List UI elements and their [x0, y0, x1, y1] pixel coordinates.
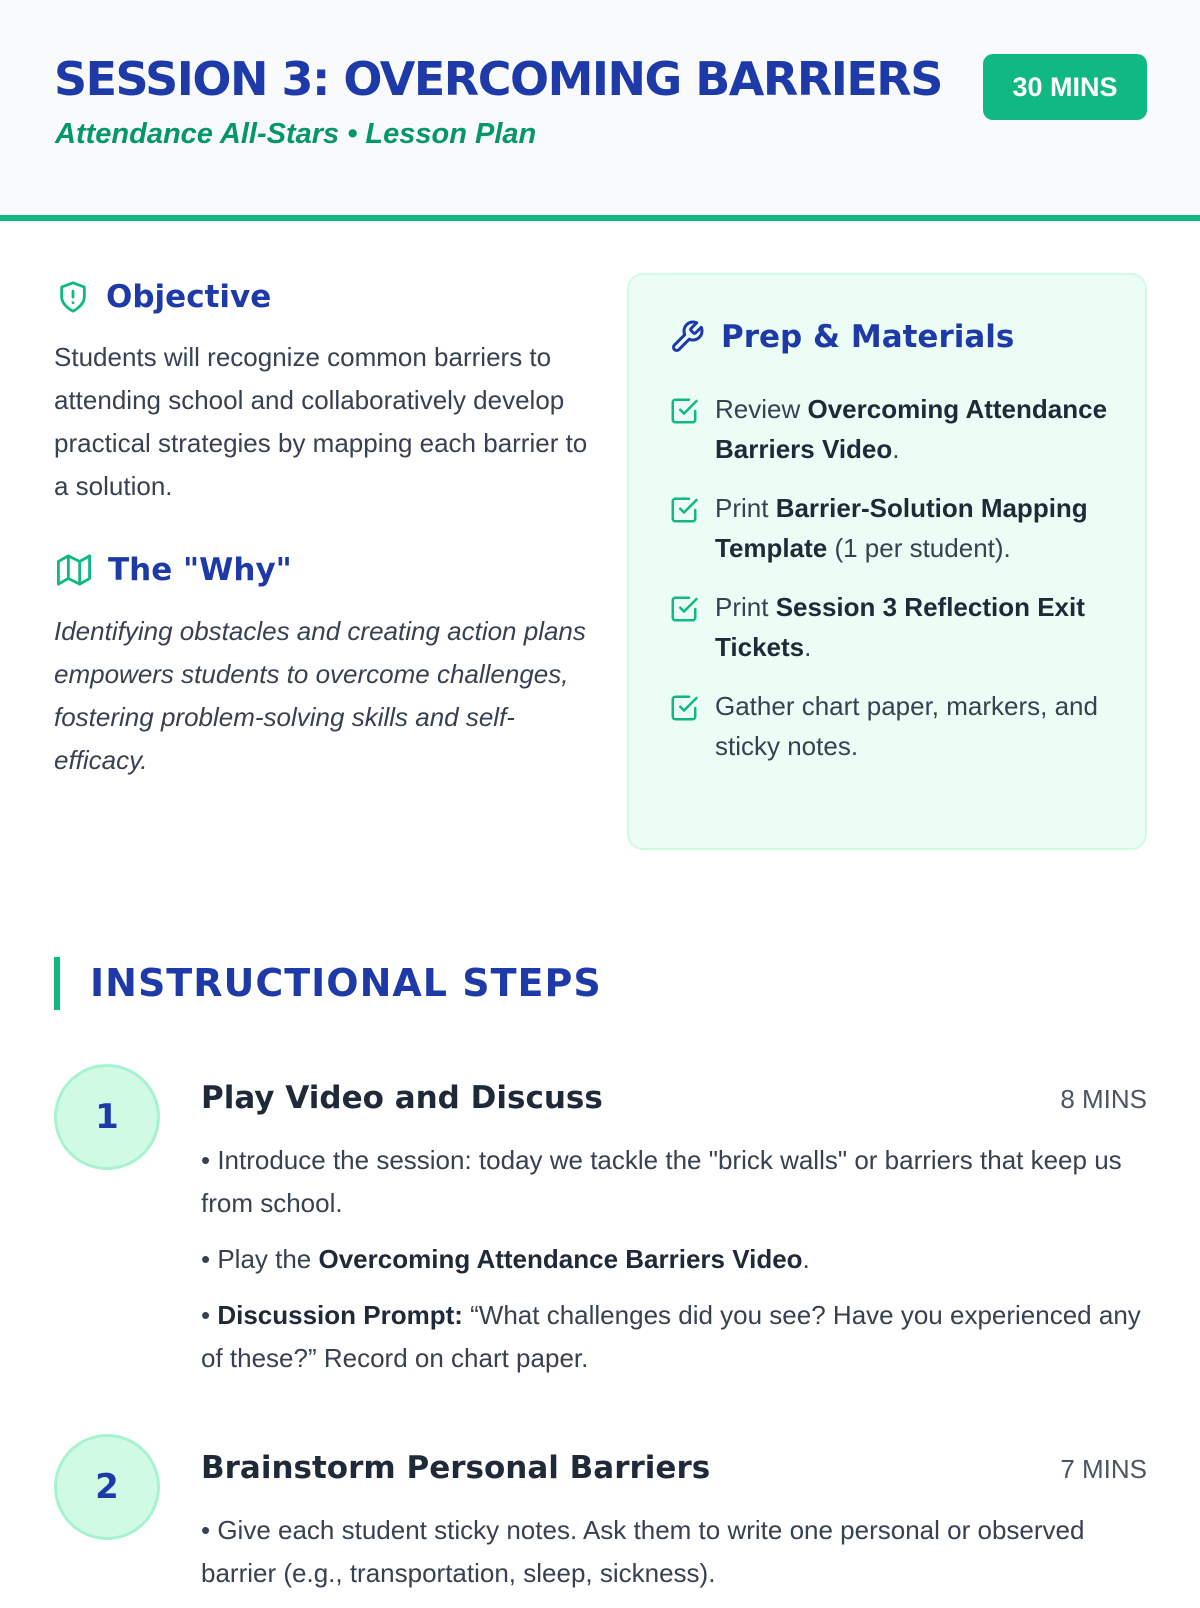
why-heading: [56, 552, 292, 588]
prep-item: Review Overcoming Attendance Barriers Video.: [669, 389, 1114, 469]
step-number: 1: [54, 1064, 160, 1170]
duration-badge: 30 MINS: [983, 54, 1147, 120]
prep-item: Print Session 3 Reflection Exit Tickets.: [669, 587, 1114, 667]
prep-materials-panel: [627, 273, 1147, 850]
step-bullet: • Introduce the session: today we tackle the "brick walls" or barriers that keep us from school.: [201, 1145, 1122, 1218]
prep-heading: [669, 319, 1014, 355]
step-bullet: • Play the Overcoming Attendance Barriers Video.: [201, 1244, 810, 1274]
prep-heading-label: Prep & Materials: [721, 319, 1015, 355]
step-time: 7 MINS: [1060, 1454, 1147, 1484]
step-bullet: • Give each student sticky notes. Ask them to write one personal or observed barrier (e.g., transportation, sleep, sickness).: [201, 1515, 1085, 1588]
page-title: SESSION 3: OVERCOMING BARRIERS: [54, 52, 942, 106]
step-2: [54, 1434, 1147, 1600]
why-heading-label: The "Why": [108, 552, 292, 588]
objective-heading-label: Objective: [106, 279, 272, 315]
step-title: Brainstorm Personal Barriers: [201, 1450, 711, 1486]
map-icon: [56, 553, 92, 587]
step-bullet: • Discussion Prompt: “What challenges did you see? Have you experienced any of these?” Record on chart paper.: [201, 1300, 1141, 1373]
check-square-icon: [669, 495, 699, 525]
wrench-icon: [669, 319, 705, 355]
step-1: [54, 1064, 1147, 1384]
step-body: [201, 1509, 1147, 1608]
prep-item: Gather chart paper, markers, and sticky notes.: [669, 686, 1114, 766]
step-number: 2: [54, 1434, 160, 1540]
step-title: Play Video and Discuss: [201, 1080, 603, 1116]
steps-heading: INSTRUCTIONAL STEPS: [54, 957, 602, 1010]
shield-alert-icon: [56, 278, 90, 316]
objective-heading: [56, 278, 271, 316]
step-time: 8 MINS: [1060, 1084, 1147, 1114]
objective-text: Students will recognize common barriers to attending school and collaboratively develop practical strategies by mapping each barrier to a solution.: [54, 342, 588, 501]
check-square-icon: [669, 396, 699, 426]
step-body: [201, 1139, 1147, 1393]
prep-list: [669, 389, 1114, 785]
prep-item: Print Barrier-Solution Mapping Template (1 per student).: [669, 488, 1114, 568]
check-square-icon: [669, 693, 699, 723]
page-subtitle: Attendance All-Stars • Lesson Plan: [55, 118, 537, 150]
page-header: [0, 0, 1200, 221]
why-text: Identifying obstacles and creating action plans empowers students to overcome challenges, fostering problem-solving skills and self-efficacy.: [54, 616, 586, 775]
check-square-icon: [669, 594, 699, 624]
